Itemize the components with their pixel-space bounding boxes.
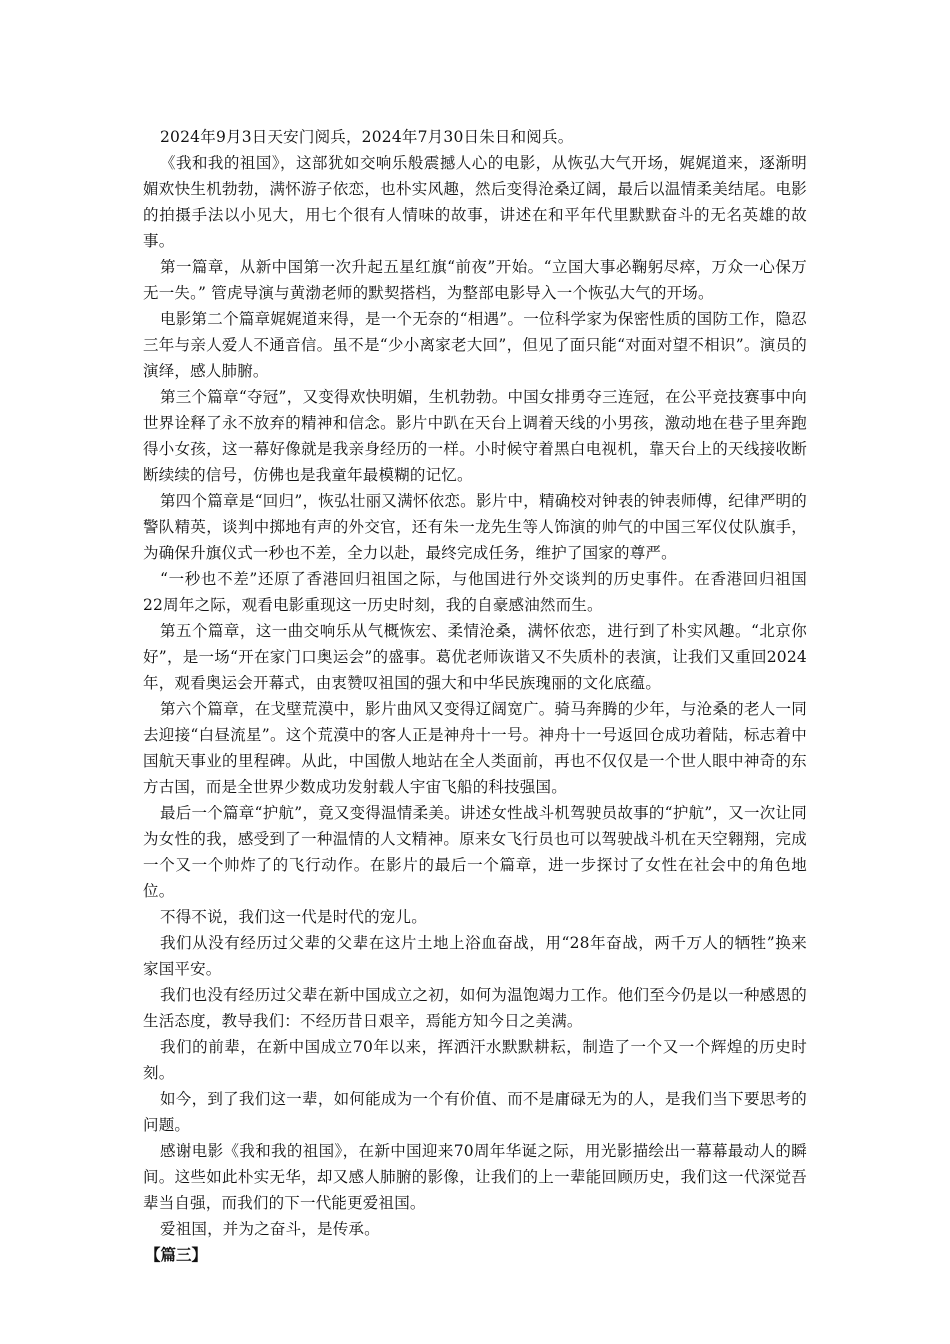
paragraph: 第四个篇章是“回归”，恢弘壮丽又满怀依恋。影片中，精确校对钟表的钟表师傅，纪律严明的警队精英，谈判中掷地有声的外交官，还有朱一龙先生等人饰演的帅气的中国三军仪仗队旗手，为确保升旗仪式一秒也不差，全力以赴，最终完成任务，维护了国家的尊严。: [143, 492, 807, 562]
paragraph: 第三个篇章“夺冠”，又变得欢快明媚，生机勃勃。中国女排勇夺三连冠，在公平竞技赛事中向世界诠释了永不放弃的精神和信念。影片中趴在天台上调着天线的小男孩，激动地在巷子里奔跑得小女孩，这一幕好像就是我亲身经历的一样。小时候守着黑白电视机，靠天台上的天线接收断断续续的信号，仿佛也是我童年最模糊的记忆。: [143, 388, 807, 484]
paragraph: 2024年9月3日天安门阅兵，2024年7月30日朱日和阅兵。: [160, 128, 574, 146]
paragraph: 我们也没有经历过父辈在新中国成立之初，如何为温饱竭力工作。他们至今仍是以一种感恩的生活态度，教导我们：不经历昔日艰辛，焉能方知今日之美满。: [143, 986, 807, 1030]
paragraph: 我们从没有经历过父辈的父辈在这片土地上浴血奋战，用“28年奋战，两千万人的牺牲”换来家国平安。: [143, 934, 807, 978]
paragraph: 爱祖国，并为之奋斗，是传承。: [160, 1220, 380, 1238]
section-heading: 【篇三】: [145, 1245, 208, 1264]
paragraph: 感谢电影《我和我的祖国》，在新中国迎来70周年华诞之际，用光影描绘出一幕幕最动人的瞬间。这些如此朴实无华，却又感人肺腑的影像，让我们的上一辈能回顾历史，我们这一代深觉吾辈当自强，而我们的下一代能更爱祖国。: [143, 1142, 807, 1212]
paragraph: 第六个篇章，在戈壁荒漠中，影片曲风又变得辽阔宽广。骑马奔腾的少年，与沧桑的老人一同去迎接“白昼流星”。这个荒漠中的客人正是神舟十一号。神舟十一号返回仓成功着陆，标志着中国航天事业的里程碑。从此，中国傲人地站在全人类面前，再也不仅仅是一个世人眼中神奇的东方古国，而是全世界少数成功发射载人宇宙飞船的科技强国。: [143, 700, 807, 796]
paragraph: 不得不说，我们这一代是时代的宠儿。: [160, 908, 427, 926]
paragraph: 我们的前辈，在新中国成立70年以来，挥洒汗水默默耕耘，制造了一个又一个辉煌的历史时刻。: [143, 1038, 807, 1082]
paragraph: “一秒也不差”还原了香港回归祖国之际，与他国进行外交谈判的历史事件。在香港回归祖国22周年之际，观看电影重现这一历史时刻，我的自豪感油然而生。: [143, 570, 807, 614]
document-body: [143, 124, 807, 1268]
paragraph: 《我和我的祖国》，这部犹如交响乐般震撼人心的电影，从恢弘大气开场，娓娓道来，逐渐明媚欢快生机勃勃，满怀游子依恋，也朴实风趣，然后变得沧桑辽阔，最后以温情柔美结尾。电影的拍摄手法以小见大，用七个很有人情味的故事，讲述在和平年代里默默奋斗的无名英雄的故事。: [143, 154, 807, 250]
paragraph: 电影第二个篇章娓娓道来得，是一个无奈的“相遇”。一位科学家为保密性质的国防工作，隐忍三年与亲人爱人不通音信。虽不是“少小离家老大回”，但见了面只能“对面对望不相识”。演员的演绎，感人肺腑。: [143, 310, 807, 380]
paragraph: 第五个篇章，这一曲交响乐从气概恢宏、柔情沧桑，满怀依恋，进行到了朴实风趣。“北京你好”，是一场“开在家门口奥运会”的盛事。葛优老师诙谐又不失质朴的表演，让我们又重回2024年，观看奥运会开幕式，由衷赞叹祖国的强大和中华民族瑰丽的文化底蕴。: [143, 622, 807, 692]
paragraph: 第一篇章，从新中国第一次升起五星红旗“前夜”开始。“立国大事必鞠躬尽瘁，万众一心保万无一失。” 管虎导演与黄渤老师的默契搭档，为整部电影导入一个恢弘大气的开场。: [143, 258, 807, 302]
paragraph: 如今，到了我们这一辈，如何能成为一个有价值、而不是庸碌无为的人，是我们当下要思考的问题。: [143, 1090, 807, 1134]
paragraph: 最后一个篇章“护航”，竟又变得温情柔美。讲述女性战斗机驾驶员故事的“护航”，又一次让同为女性的我，感受到了一种温情的人文精神。原来女飞行员也可以驾驶战斗机在天空翱翔，完成一个又一个帅炸了的飞行动作。在影片的最后一个篇章，进一步探讨了女性在社会中的角色地位。: [143, 804, 807, 900]
